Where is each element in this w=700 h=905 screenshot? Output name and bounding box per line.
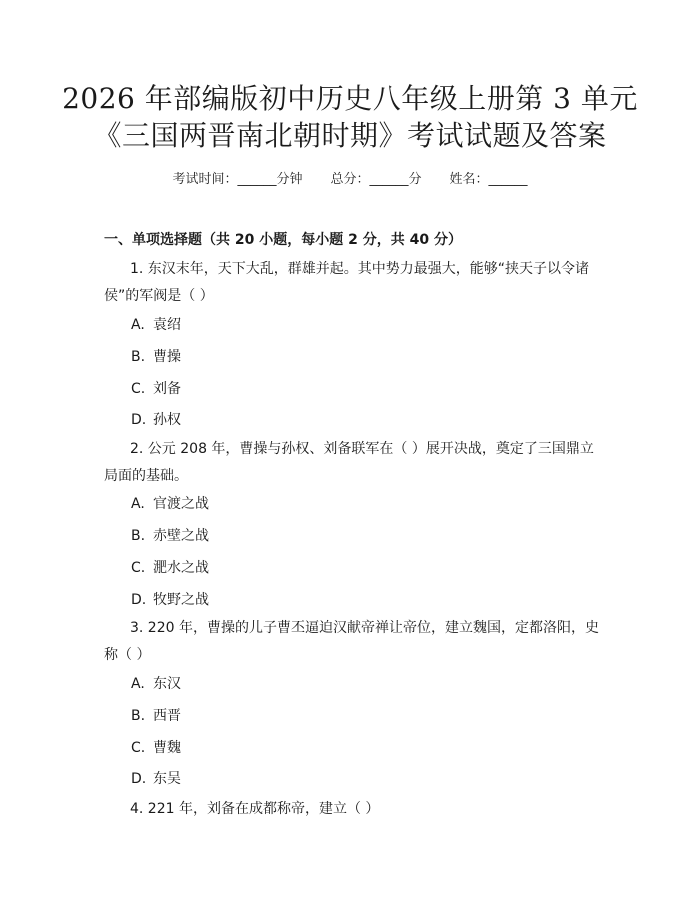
- q2-option-b: [131, 525, 209, 545]
- option-label: D.: [131, 412, 147, 428]
- page-title-line1: 2026 年部编版初中历史八年级上册第 3 单元: [62, 82, 638, 115]
- option-label: C.: [131, 381, 146, 397]
- name-field: 姓名：______: [449, 172, 528, 187]
- q2-option-d: [131, 589, 209, 609]
- q1-option-c: [131, 378, 181, 398]
- exam-time-field: 考试时间：______分钟: [172, 172, 303, 187]
- q2-option-c: [131, 557, 209, 577]
- q3-option-d: [131, 768, 181, 788]
- q3-option-c: [131, 737, 181, 757]
- q2-option-a: [131, 493, 209, 513]
- option-label: D.: [131, 771, 147, 787]
- option-text: 牧野之战: [153, 592, 209, 608]
- q1-option-a: [131, 314, 181, 334]
- q1-option-b: [131, 346, 181, 366]
- option-text: 曹操: [153, 349, 181, 365]
- option-label: C.: [131, 560, 146, 576]
- option-text: 刘备: [153, 381, 181, 397]
- option-text: 曹魏: [153, 740, 181, 756]
- option-label: B.: [131, 349, 146, 365]
- option-label: A.: [131, 317, 145, 333]
- option-label: D.: [131, 592, 147, 608]
- option-label: C.: [131, 740, 146, 756]
- option-text: 袁绍: [153, 317, 181, 333]
- question-2: 2. 公元 208 年，曹操与孙权、刘备联军在（ ）展开决战，奠定了三国鼎立局面的基础。: [104, 441, 594, 484]
- option-label: B.: [131, 708, 146, 724]
- q3-option-b: [131, 705, 181, 725]
- question-3: 3. 220 年，曹操的儿子曹丕逼迫汉献帝禅让帝位，建立魏国，定都洛阳，史称（ ）: [104, 620, 599, 663]
- option-text: 赤壁之战: [153, 528, 209, 544]
- question-1: 1. 东汉末年，天下大乱，群雄并起。其中势力最强大，能够“挟天子以令诸侯”的军阀是（ ）: [104, 261, 590, 304]
- option-text: 东汉: [153, 676, 181, 692]
- q1-option-d: [131, 409, 181, 429]
- option-text: 西晋: [153, 708, 181, 724]
- option-label: A.: [131, 676, 145, 692]
- question-4: 4. 221 年，刘备在成都称帝，建立（ ）: [130, 801, 380, 817]
- option-text: 官渡之战: [153, 496, 209, 512]
- option-text: 淝水之战: [153, 560, 209, 576]
- total-score-field: 总分：______分: [330, 172, 422, 187]
- option-text: 东吴: [153, 771, 181, 787]
- exam-meta: [0, 168, 700, 187]
- q3-option-a: [131, 673, 181, 693]
- page-title-line2: 《三国两晋南北朝时期》考试试题及答案: [93, 119, 607, 152]
- option-text: 孙权: [153, 412, 181, 428]
- option-label: B.: [131, 528, 146, 544]
- section-heading: 一、单项选择题（共 20 小题，每小题 2 分，共 40 分）: [104, 232, 462, 248]
- option-label: A.: [131, 496, 145, 512]
